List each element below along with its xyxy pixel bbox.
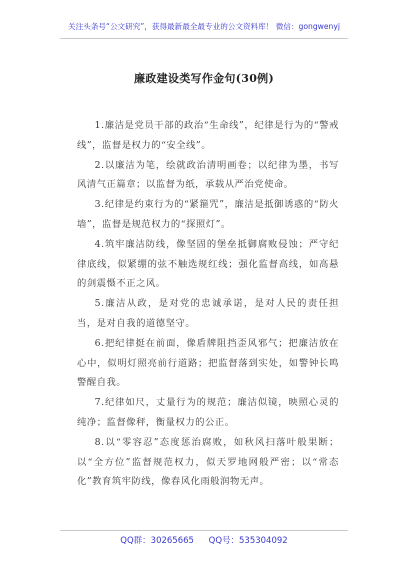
paragraph: 2.以廉洁为笔，绘就政治清明画卷；以纪律为墨，书写风清气正篇章；以监督为纸，承载从严治党使命。 [77, 159, 339, 191]
header-divider [60, 38, 348, 39]
paragraph: 3.纪律是约束行为的“紧箍咒”，廉洁是抵御诱惑的“防火墙”，监督是规范权力的“探照灯”。 [77, 199, 339, 230]
document-title: 廉政建设类写作金句(30例) [134, 72, 274, 85]
footer-qq-group: QQ群：30265665 [120, 536, 194, 546]
paragraph: 1.廉洁是党员干部的政治“生命线”，纪律是行为的“警戒线”，监督是权力的“安全线”。 [77, 120, 339, 151]
footer-divider [60, 530, 348, 531]
document-body [77, 116, 339, 492]
paragraph: 6.把纪律挺在前面，像盾牌阻挡歪风邪气；把廉洁放在心中，似明灯照亮前行道路；把监督落到实处，如警钟长鸣警醒自我。 [77, 337, 339, 389]
footer-contact [0, 534, 408, 546]
paragraph: 7.纪律如尺，丈量行为的规范；廉洁似镜，映照心灵的纯净；监督像秤，衡量权力的公正。 [77, 397, 339, 428]
paragraph: 8.以“零容忍”态度惩治腐败，如秋风扫落叶般果断；以“全方位”监督规范权力，似天罗地网般严密；以“常态化”教育筑牢防线，像春风化雨般润物无声。 [77, 436, 339, 488]
header-banner: 关注头条号“公文研究”，获得最新最全最专业的公文资料库！ 微信：gongwenyj [68, 22, 340, 31]
paragraph: 4.筑牢廉洁防线，像坚固的堡垒抵御腐败侵蚀；严守纪律底线，似紧绷的弦不触选规红线；强化监督高线，如高悬的剑震慑不正之风。 [77, 238, 339, 290]
paragraph: 5.廉洁从政，是对党的忠诚承诺，是对人民的责任担当，是对自我的道德坚守。 [77, 298, 339, 329]
footer-qq-number: QQ号：535304092 [208, 536, 288, 546]
